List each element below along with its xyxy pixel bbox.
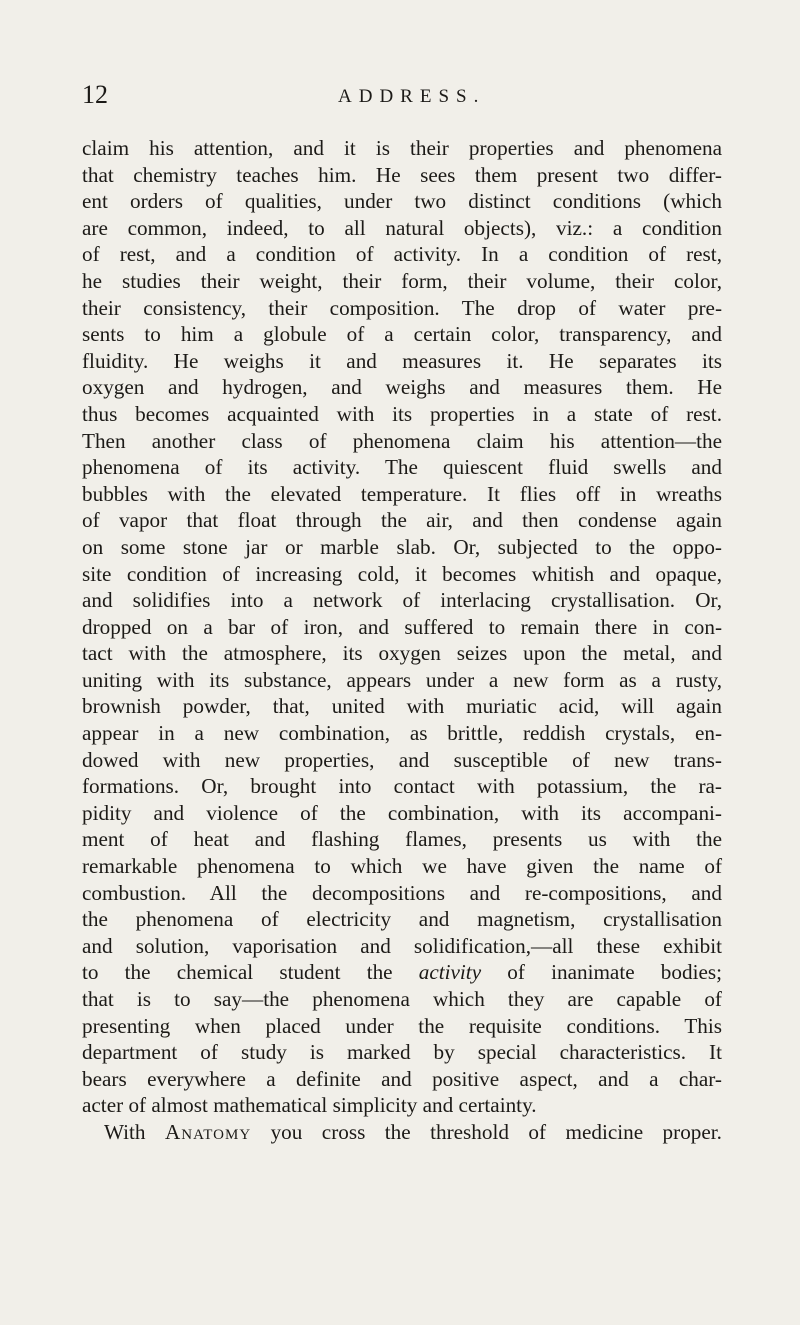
body-text xyxy=(82,135,722,1146)
text-line: uniting with its substance, appears under a new form as a rusty, xyxy=(82,667,722,692)
text-line: thus becomes acquainted with its properties in a state of rest. xyxy=(82,401,722,426)
text-line: that is to say—the phenomena which they are capable of xyxy=(82,987,722,1011)
text-line: ment of heat and flashing flames, presents us with the xyxy=(82,827,722,852)
text-line: dropped on a bar of iron, and suffered to remain there in con- xyxy=(82,614,722,639)
text-line: site condition of increasing cold, it becomes whitish and opaque, xyxy=(82,561,722,586)
text-line: claim his attention, and it is their properties and phenomena xyxy=(82,136,722,160)
text-line: their consistency, their composition. The drop of water pre- xyxy=(82,295,722,320)
text-line: the phenomena of electricity and magnetism, crystallisation xyxy=(82,907,722,932)
paragraph-start-line xyxy=(82,1119,722,1146)
text-line: of rest, and a condition of activity. In a condition of rest, xyxy=(82,242,722,267)
text-line: appear in a new combination, as brittle, reddish crystals, en- xyxy=(82,721,722,746)
text-line: dowed with new properties, and susceptible of new trans- xyxy=(82,747,722,772)
running-head: ADDRESS. xyxy=(338,86,486,107)
text-line: he studies their weight, their form, their volume, their color, xyxy=(82,268,722,293)
text-line: are common, indeed, to all natural objects), viz.: a condition xyxy=(82,215,722,240)
emphasized-word: activity xyxy=(418,960,482,985)
text-line: remarkable phenomena to which we have given the name of xyxy=(82,854,722,879)
page-number: 12 xyxy=(82,80,108,109)
text-line: bears everywhere a definite and positive aspect, and a char- xyxy=(82,1066,722,1091)
text-line: ent orders of qualities, under two distinct conditions (which xyxy=(82,189,722,214)
text-line: presenting when placed under the requisite conditions. This xyxy=(82,1013,722,1038)
text-line: pidity and violence of the combination, with its accompani- xyxy=(82,800,722,825)
text-line: fluidity. He weighs it and measures it. He separates its xyxy=(82,348,722,373)
text-line: brownish powder, that, united with muriatic acid, will again xyxy=(82,694,722,719)
text-line: Then another class of phenomena claim his attention—the xyxy=(82,428,722,453)
text-line: phenomena of its activity. The quiescent fluid swells and xyxy=(82,455,722,480)
text-line: acter of almost mathematical simplicity and certainty. xyxy=(82,1093,537,1118)
text-line: oxygen and hydrogen, and weighs and measures them. He xyxy=(82,375,722,400)
text-line: department of study is marked by special characteristics. It xyxy=(82,1040,722,1065)
line-text: of inanimate bodies; xyxy=(481,960,722,985)
page-header xyxy=(0,80,800,116)
text-line: formations. Or, brought into contact with potassium, the ra- xyxy=(82,774,722,799)
text-line: bubbles with the elevated temperature. It flies off in wreaths xyxy=(82,481,722,506)
text-line: of vapor that float through the air, and then condense again xyxy=(82,508,722,533)
text-line-emphasis xyxy=(82,959,722,986)
line-text: to the chemical student the xyxy=(82,960,419,985)
text-line: and solidifies into a network of interlacing crystallisation. Or, xyxy=(82,588,722,613)
text-line: sents to him a globule of a certain color, transparency, and xyxy=(82,322,722,347)
text-line: on some stone jar or marble slab. Or, subjected to the oppo- xyxy=(82,534,722,559)
line-text: With xyxy=(104,1119,165,1144)
line-text: you cross the threshold of medicine proper. xyxy=(251,1119,722,1144)
text-line: tact with the atmosphere, its oxygen seizes upon the metal, and xyxy=(82,641,722,666)
text-line: that chemistry teaches him. He sees them present two differ- xyxy=(82,162,722,187)
text-line: and solution, vaporisation and solidification,—all these exhibit xyxy=(82,933,722,958)
small-caps-word: Anatomy xyxy=(164,1119,252,1144)
text-line: combustion. All the decompositions and re-compositions, and xyxy=(82,880,722,905)
